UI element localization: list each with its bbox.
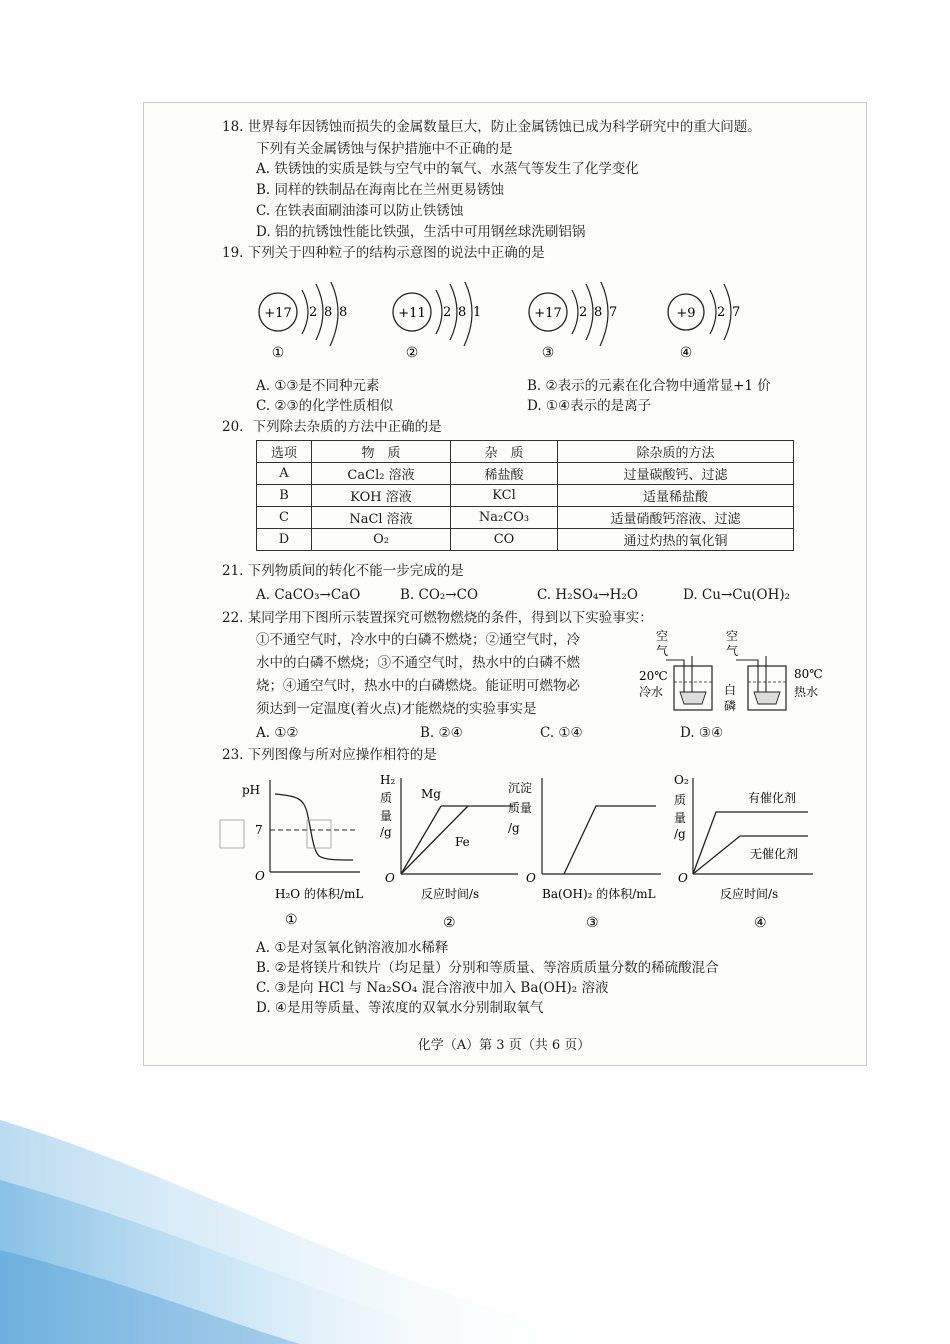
svg-text:气: 气 <box>656 644 669 658</box>
svg-text:Ba(OH)₂ 的体积/mL: Ba(OH)₂ 的体积/mL <box>542 887 656 901</box>
svg-text:量: 量 <box>674 811 687 825</box>
table-cell: KOH 溶液 <box>312 485 451 507</box>
q19-option-c: C. ②③的化学性质相似 <box>256 398 394 414</box>
svg-text:①: ① <box>285 912 298 928</box>
table-header: 除杂质的方法 <box>558 441 794 463</box>
q23-option-c: C. ③是向 HCl 与 Na₂SO₄ 混合溶液中加入 Ba(OH)₂ 溶液 <box>256 980 609 996</box>
q18-option-c: C. 在铁表面刷油漆可以防止铁锈蚀 <box>256 203 464 219</box>
table-cell: O₂ <box>312 529 451 551</box>
table-header: 杂 质 <box>451 441 558 463</box>
svg-text:O: O <box>526 871 536 885</box>
q23-option-b: B. ②是将镁片和铁片（均足量）分别和等质量、等溶质质量分数的稀硫酸混合 <box>256 960 719 976</box>
svg-text:②: ② <box>405 345 419 361</box>
svg-text:气: 气 <box>726 644 739 658</box>
svg-text:反应时间/s: 反应时间/s <box>421 887 480 901</box>
svg-text:2: 2 <box>717 305 726 320</box>
q19-option-a: A. ①③是不同种元素 <box>256 378 380 394</box>
page-footer: 化学（A）第 3 页（共 6 页） <box>417 1038 591 1053</box>
svg-text:8: 8 <box>339 305 348 320</box>
table-cell: A <box>257 463 312 485</box>
svg-text:7: 7 <box>732 305 741 320</box>
atom-diagram-2 <box>386 282 496 362</box>
svg-text:80℃: 80℃ <box>794 667 823 681</box>
svg-text:无催化剂: 无催化剂 <box>750 847 799 861</box>
q21-option-a: A. CaCO₃→CaO <box>256 587 361 603</box>
table-header: 物 质 <box>312 441 451 463</box>
q22-text-line: 烧；④通空气时，热水中的白磷燃烧。能证明可燃物必 <box>256 678 580 694</box>
atom-diagram-3 <box>522 282 632 362</box>
svg-text:量: 量 <box>380 809 393 823</box>
q22-stem: 22. 某同学用下图所示装置探究可燃物燃烧的条件，得到以下实验事实： <box>222 610 653 626</box>
svg-text:①: ① <box>271 345 285 361</box>
graph-4-oxygen <box>668 770 818 935</box>
svg-text:pH: pH <box>242 783 261 797</box>
table-cell: D <box>257 529 312 551</box>
svg-text:/g: /g <box>674 827 686 841</box>
table-cell: NaCl 溶液 <box>312 507 451 529</box>
q20-stem: 20．下列除去杂质的方法中正确的是 <box>222 419 442 435</box>
table-cell: CO <box>451 529 558 551</box>
svg-text:O₂: O₂ <box>674 773 689 787</box>
table-cell: 稀盐酸 <box>451 463 558 485</box>
svg-text:H₂: H₂ <box>380 773 396 787</box>
q22-text-line: 须达到一定温度(着火点)才能燃烧的实验事实是 <box>256 701 537 717</box>
svg-text:1: 1 <box>473 305 482 320</box>
svg-text:/g: /g <box>380 825 392 839</box>
graph-3-precipitate <box>506 770 666 935</box>
svg-text:沉淀: 沉淀 <box>508 781 533 795</box>
q19-option-b: B. ②表示的元素在化合物中通常显+1 价 <box>527 378 771 394</box>
svg-text:2: 2 <box>443 305 452 320</box>
svg-text:H₂O 的体积/mL: H₂O 的体积/mL <box>275 887 364 901</box>
table-row <box>257 529 794 551</box>
svg-text:8: 8 <box>458 305 467 320</box>
svg-text:③: ③ <box>541 345 555 361</box>
q18-option-a: A. 铁锈蚀的实质是铁与空气中的氧气、水蒸气等发生了化学变化 <box>256 161 639 177</box>
q22-text-line: 水中的白磷不燃烧；③不通空气时，热水中的白磷不燃 <box>256 655 580 671</box>
svg-text:热水: 热水 <box>794 685 819 699</box>
svg-text:④: ④ <box>754 915 767 931</box>
table-cell: B <box>257 485 312 507</box>
atom-diagram-1 <box>252 282 362 362</box>
q18-stem-2: 下列有关金属锈蚀与保护措施中不正确的是 <box>256 141 513 157</box>
table-header-row <box>257 441 794 463</box>
svg-text:O: O <box>255 869 265 883</box>
table-row <box>257 463 794 485</box>
svg-text:8: 8 <box>594 305 603 320</box>
svg-text:7: 7 <box>609 305 618 320</box>
q23-stem: 23. 下列图像与所对应操作相符的是 <box>222 747 437 763</box>
q21-option-d: D. Cu→Cu(OH)₂ <box>683 587 791 603</box>
svg-text:O: O <box>678 871 688 885</box>
svg-text:白: 白 <box>724 683 737 697</box>
q22-option-a: A. ①② <box>256 725 299 741</box>
q19-option-d: D. ①④表示的是离子 <box>527 398 652 414</box>
table-row <box>257 507 794 529</box>
svg-text:8: 8 <box>324 305 333 320</box>
q22-option-d: D. ③④ <box>680 725 724 741</box>
svg-text:Fe: Fe <box>455 835 470 849</box>
svg-text:③: ③ <box>586 915 599 931</box>
table-cell: C <box>257 507 312 529</box>
svg-text:质量: 质量 <box>508 801 533 815</box>
q22-option-b: B. ②④ <box>420 725 463 741</box>
svg-text:O: O <box>385 871 395 885</box>
q23-option-d: D. ④是用等质量、等浓度的双氧水分别制取氧气 <box>256 1000 544 1016</box>
svg-text:7: 7 <box>255 823 263 837</box>
svg-text:2: 2 <box>579 305 588 320</box>
svg-text:/g: /g <box>508 821 520 835</box>
svg-text:有催化剂: 有催化剂 <box>748 791 797 805</box>
svg-text:+11: +11 <box>398 306 426 321</box>
table-cell: 过量碳酸钙、过滤 <box>558 463 794 485</box>
table-header: 选项 <box>257 441 312 463</box>
svg-text:质: 质 <box>674 793 687 807</box>
svg-text:+17: +17 <box>264 306 292 321</box>
svg-text:空: 空 <box>726 629 739 643</box>
q22-option-c: C. ①④ <box>540 725 583 741</box>
white-phosphorus-apparatus <box>636 626 826 726</box>
svg-text:2: 2 <box>309 305 318 320</box>
atom-diagram-4 <box>662 282 762 362</box>
q18-option-b: B. 同样的铁制品在海南比在兰州更易锈蚀 <box>256 182 505 198</box>
q18-option-d: D. 铝的抗锈蚀性能比铁强，生活中可用钢丝球洗刷铝锅 <box>256 224 586 240</box>
table-cell: Na₂CO₃ <box>451 507 558 529</box>
graph-2-hydrogen <box>373 770 523 935</box>
svg-text:+17: +17 <box>534 306 562 321</box>
svg-text:空: 空 <box>656 629 669 643</box>
table-cell: 适量稀盐酸 <box>558 485 794 507</box>
graph-1-ph <box>215 772 365 932</box>
svg-text:冷水: 冷水 <box>639 685 664 699</box>
svg-text:反应时间/s: 反应时间/s <box>720 887 779 901</box>
q22-text-line: ①不通空气时，冷水中的白磷不燃烧；②通空气时，冷 <box>256 632 580 648</box>
table-cell: CaCl₂ 溶液 <box>312 463 451 485</box>
svg-text:④: ④ <box>679 345 693 361</box>
q23-option-a: A. ①是对氢氧化钠溶液加水稀释 <box>256 940 449 956</box>
svg-text:20℃: 20℃ <box>639 669 668 683</box>
q21-stem: 21. 下列物质间的转化不能一步完成的是 <box>222 563 464 579</box>
svg-text:磷: 磷 <box>724 699 737 713</box>
table-row <box>257 485 794 507</box>
q19-stem: 19. 下列关于四种粒子的结构示意图的说法中正确的是 <box>222 245 545 261</box>
q21-option-c: C. H₂SO₄→H₂O <box>537 587 638 603</box>
table-cell: 通过灼热的氧化铜 <box>558 529 794 551</box>
table-cell: 适量硝酸钙溶液、过滤 <box>558 507 794 529</box>
svg-text:质: 质 <box>380 791 393 805</box>
svg-text:②: ② <box>443 915 456 931</box>
table-cell: KCl <box>451 485 558 507</box>
svg-text:Mg: Mg <box>421 787 441 801</box>
q21-option-b: B. CO₂→CO <box>400 587 479 603</box>
impurity-table <box>256 440 794 551</box>
svg-text:+9: +9 <box>676 306 696 321</box>
q18-stem: 18. 世界每年因锈蚀而损失的金属数量巨大，防止金属锈蚀已成为科学研究中的重大问题。 <box>222 119 761 135</box>
